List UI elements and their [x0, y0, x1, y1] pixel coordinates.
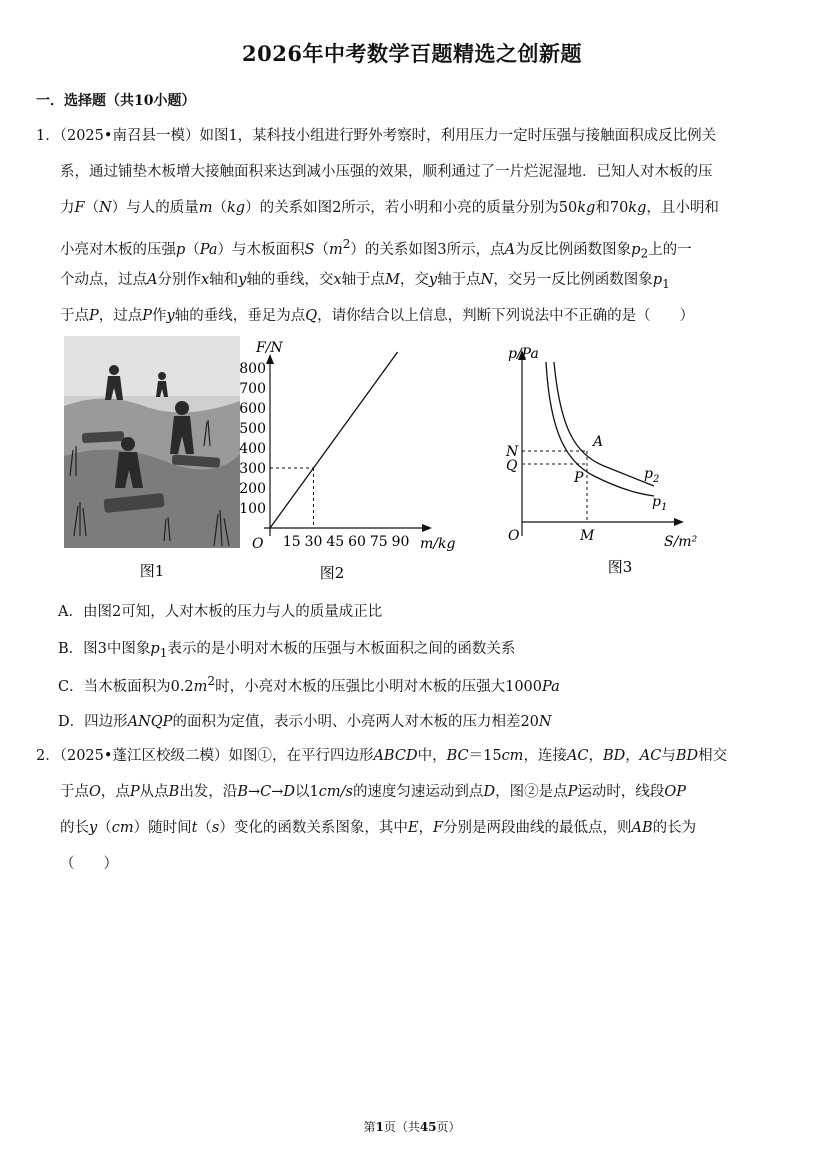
figure-3 — [494, 336, 718, 590]
option-d[interactable]: D．四边形ANQP的面积为定值，表示小明、小亮两人对木板的压力相差20N — [58, 714, 552, 730]
figure-1-illustration — [64, 336, 240, 584]
q1-number: 1． — [36, 128, 60, 144]
section-heading: 一．选择题（共10小题） — [36, 93, 196, 109]
y-axis-label: F/N — [256, 340, 283, 356]
label-P: P — [574, 470, 584, 486]
label-N: N — [506, 444, 519, 460]
origin-label: O — [508, 528, 520, 544]
page-title: 2026年中考数学百题精选之创新题 — [242, 41, 582, 66]
curve-p1 — [546, 362, 654, 496]
label-p1: $p_1$ — [652, 494, 668, 513]
label-M: M — [580, 528, 595, 544]
figure-2-chart — [236, 336, 472, 586]
figure-2 — [236, 336, 472, 590]
y-tick-label: 400 — [239, 441, 266, 457]
q2-line-3: 的长y（cm）随时间t（s）变化的函数关系图象，其中E，F分别是两段曲线的最低点，则AB的长为 — [60, 820, 697, 836]
figure-1 — [64, 336, 240, 588]
y-tick-label: 700 — [239, 381, 266, 397]
q2-source: （2025•蓬江区校级二模） — [59, 748, 229, 764]
label-p2: $p_2$ — [644, 466, 660, 485]
x-tick-label: 15 — [282, 534, 301, 550]
x-tick-labels — [283, 534, 410, 550]
q1-source: （2025•南召县一模） — [59, 128, 200, 144]
y-tick-label: 300 — [239, 461, 266, 477]
q2-number: 2． — [36, 748, 60, 764]
x-tick-label: 90 — [391, 534, 410, 550]
x-tick-label: 45 — [326, 534, 345, 550]
q2-line-2: 于点O，点P从点B出发，沿B→C→D以1cm/s的速度匀速运动到点D，图②是点P运动时，线段OP — [60, 784, 686, 800]
figure-3-chart — [494, 336, 718, 586]
y-tick-label: 600 — [239, 401, 266, 417]
curve-p2 — [554, 362, 654, 486]
question-2-text — [36, 738, 788, 882]
x-axis-arrow — [422, 524, 432, 532]
q1-line-6: 于点P，过点P作y轴的垂线，垂足为点Q，请你结合以上信息，判断下列说法中不正确的是（ ） — [60, 308, 695, 324]
option-b[interactable]: B．图3中图象$p_1$表示的是小明对木板的压强与木板面积之间的函数关系 — [58, 641, 516, 660]
q1-line-4: 小亮对木板的压强p（Pa）与木板面积$S(m^2)$的关系如图3所示，点A为反比例函数图象$p_2$上的一 — [60, 237, 692, 261]
origin-label: O — [252, 536, 264, 552]
q2-line-1: 2．（2025•蓬江区校级二模）如图①，在平行四边形ABCD中，BC＝15cm，连接AC，BD，AC与BD相交 — [36, 748, 728, 764]
q2-line-4: （ ） — [60, 856, 118, 872]
series-line — [270, 352, 398, 528]
y-tick-label: 100 — [239, 501, 266, 517]
page-total: 45 — [419, 1120, 437, 1134]
option-a[interactable]: A．由图2可知，人对木板的压力与人的质量成正比 — [58, 604, 383, 620]
x-tick-label: 60 — [348, 534, 366, 550]
figure-2-caption: 图2 — [319, 564, 345, 582]
q1-line-3: 力F（N）与人的质量m（kg）的关系如图2所示，若小明和小亮的质量分别为50kg和70kg，且小明和 — [60, 200, 719, 216]
y-tick-label: 800 — [239, 361, 266, 377]
page-number: 1 — [375, 1120, 384, 1134]
x-tick-label: 30 — [304, 534, 323, 550]
x-axis-arrow — [674, 518, 684, 526]
question-1-text — [36, 118, 788, 334]
x-tick-label: 75 — [369, 534, 388, 550]
y-tick-label: 200 — [239, 481, 266, 497]
page-footer: 第1页（共45页） — [363, 1120, 461, 1134]
label-A: A — [593, 434, 604, 450]
y-axis-label: p/Pa — [508, 346, 539, 362]
option-c[interactable]: C．当木板面积为$0.2m^2$时，小亮对木板的压强比小明对木板的压强大1000Pa — [58, 674, 560, 695]
label-Q: Q — [506, 458, 518, 474]
q1-line-2: 系，通过铺垫木板增大接触面积来达到减小压强的效果，顺利通过了一片烂泥湿地．已知人对木板的压 — [60, 164, 713, 180]
figure-3-caption: 图3 — [607, 558, 633, 576]
q1-line-5: 个动点，过点A分别作x轴和y轴的垂线，交x轴于点M，交y轴于点N，交另一反比例函数图象$p_1$ — [60, 272, 670, 291]
x-axis-label: S/m² — [664, 534, 698, 550]
q1-line-1 — [36, 118, 788, 154]
y-tick-labels — [239, 361, 266, 517]
x-axis-label: m/kg — [420, 536, 456, 552]
figure-1-caption: 图1 — [139, 562, 165, 580]
y-tick-label: 500 — [239, 421, 266, 437]
q1-text: 如图1，某科技小组进行野外考察时，利用压力一定时压强与接触面积成反比例关 — [199, 128, 717, 144]
